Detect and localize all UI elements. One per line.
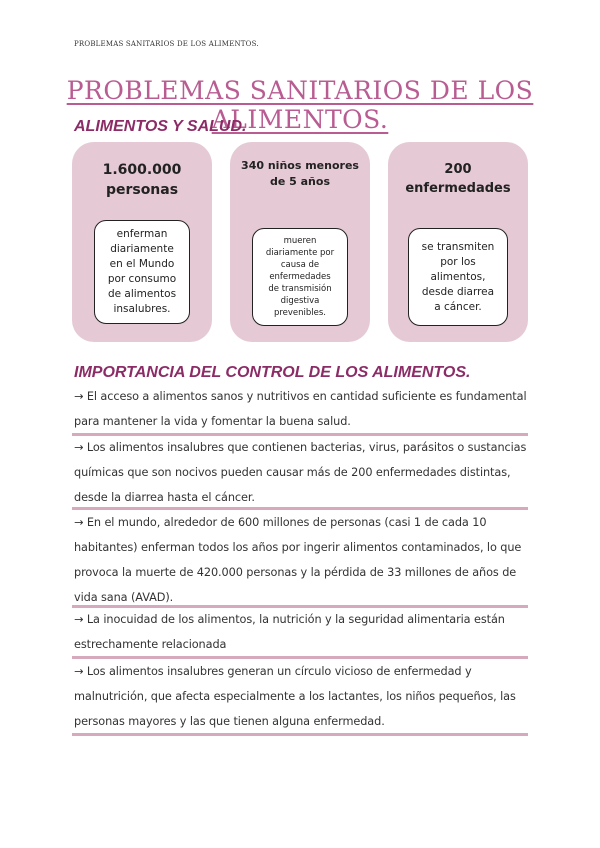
stat-card-text: se transmiten por los alimentos, desde diarrea a cáncer. bbox=[408, 228, 508, 326]
section-heading-importancia: IMPORTANCIA DEL CONTROL DE LOS ALIMENTOS. bbox=[74, 364, 471, 381]
paragraph: → El acceso a alimentos sanos y nutritivos en cantidad suficiente es fundamental para mantener la vida y fomentar la buena salud. bbox=[74, 390, 527, 428]
paragraph: → En el mundo, alrededor de 600 millones de personas (casi 1 de cada 10 habitantes) enferman todos los años por ingerir alimentos contaminados, lo que provoca la muerte de 420.000 personas y la pérdida de 33 millones de años de vida sana (AVAD). bbox=[74, 516, 522, 604]
paragraph: → Los alimentos insalubres generan un círculo vicioso de enfermedad y malnutrición, que afecta especialmente a los lactantes, los niños pequeños, las personas mayores y las que tienen alguna enfermedad. bbox=[74, 665, 516, 728]
section-heading-alimentos-salud: ALIMENTOS Y SALUD. bbox=[74, 118, 247, 135]
stat-card-1 bbox=[72, 142, 212, 342]
paragraph: → La inocuidad de los alimentos, la nutrición y la seguridad alimentaria están estrechamente relacionada bbox=[74, 613, 505, 651]
stat-card-title: 1.600.000 personas bbox=[102, 162, 182, 198]
paragraph: → Los alimentos insalubres que contienen bacterias, virus, parásitos o sustancias químicas que son nocivos pueden causar más de 200 enfermedades distintas, desde la diarrea hasta el cáncer. bbox=[74, 441, 527, 504]
page-title: PROBLEMAS SANITARIOS DE LOS ALIMENTOS. bbox=[66, 76, 534, 134]
stat-card-3 bbox=[388, 142, 528, 342]
stat-card-text: mueren diariamente por causa de enfermedades de transmisión digestiva prevenibles. bbox=[252, 228, 348, 326]
stat-card-2 bbox=[230, 142, 370, 342]
stat-card-title: 340 niños menores de 5 años bbox=[241, 159, 359, 188]
running-header: PROBLEMAS SANITARIOS DE LOS ALIMENTOS. bbox=[74, 40, 259, 48]
stat-card-text: enferman diariamente en el Mundo por consumo de alimentos insalubres. bbox=[94, 220, 190, 324]
stat-card-title: 200 enfermedades bbox=[405, 162, 511, 196]
divider bbox=[72, 733, 528, 736]
